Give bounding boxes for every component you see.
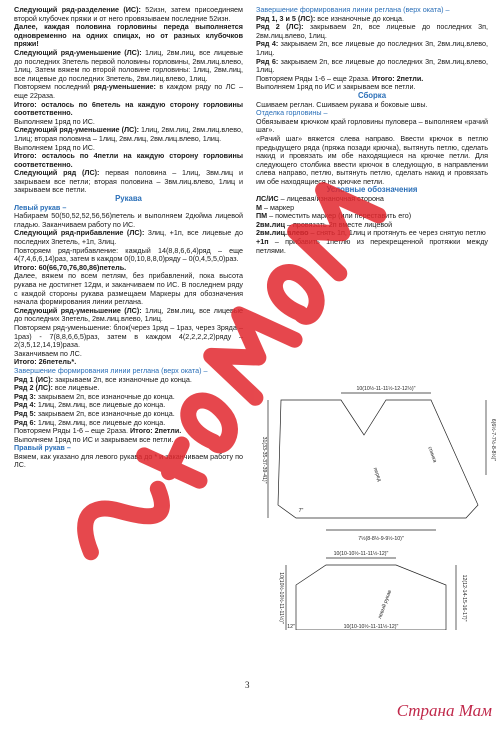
sleeve-outline	[296, 565, 446, 630]
dim-sleeve-left: 10(10½-10½-11-11½)"	[278, 572, 284, 624]
text-run: Повторяем Ряды 1-6 – еще 2раза.	[14, 426, 130, 436]
text-run: Завершение формирования линии реглана (верх оката) –	[256, 5, 450, 14]
right-column-paragraph	[256, 118, 488, 135]
text-run: – лицевая/изнаночная сторона	[280, 194, 384, 204]
left-column-paragraph	[14, 247, 243, 264]
dim-sleeve-bottom: 10(10-10½-11-11½-12)"	[343, 624, 399, 630]
text-run: +1п	[256, 237, 275, 247]
left-column-paragraph	[14, 324, 243, 350]
text-run: – маркер	[263, 202, 295, 212]
text-run: Выполняем 1ряд по ИС.	[14, 116, 95, 126]
text-run: закрываем 2п, все лицевые до последних 3п, 2вм.лиц.влево, 1лиц.	[256, 22, 489, 40]
text-run: Ряд 4:	[256, 39, 281, 49]
text-run: Повторяем ряд-уменьшение: блок(через 1ряд – 1раз, через 3ряда – 1раз) - 7(8,8,6,6,5)раз, затем в каждом 4(2,2,2,2,2)ряду – 2(3,5,12,14,19)раза.	[14, 322, 243, 350]
dim-right-upper: 6(6½-7-7½-8-8½)"	[490, 418, 496, 462]
text-run: 3лиц, +1п, все лицевые до последних 3петель, +1п, 3лиц.	[14, 228, 243, 247]
text-run: Повторяем ряд-прибавление: каждый 14(8,8,6,6,4)ряд – еще 4(7,4,6,6,14)раз, затем в каждом 0(0,10,8,8,0)ряду – 0(0,4,5,5,0)раз.	[14, 245, 243, 264]
text-run: закрываем 2п, все лицевые до последних 3п, 2вм.лиц.влево, 1лиц.	[256, 56, 488, 75]
left-column-paragraph	[14, 49, 243, 83]
dim-bottom-front: 7½(8-8½-9-9½-10)"	[358, 536, 404, 542]
left-column-paragraph	[14, 169, 243, 195]
back-label: спинка	[426, 445, 438, 464]
text-run: Повторяем последний	[14, 82, 94, 92]
dim-left: 31(33-35-37-39-41)"	[261, 436, 267, 484]
text-run: ряд-уменьшение:	[93, 82, 160, 92]
dim-sleeve-right: 12(12-14-15-16-17)"	[461, 574, 467, 622]
text-run: – прибавить 1петлю из перекрещенной протяжки между петлями.	[256, 237, 488, 255]
text-run: Ряд 3:	[14, 391, 38, 401]
right-column-paragraph	[256, 23, 488, 40]
text-run: Итого: осталось по 4петли на каждую сторону горловины соответственно.	[14, 151, 243, 169]
text-run: Набираем 50(50,52,52,56,56)петель и выполняем 2дюйма лицевой гладью. Заканчиваем работу по ИС.	[14, 211, 243, 229]
text-run: Итого: 2петли.	[129, 426, 182, 436]
text-run: Ряд 4:	[14, 400, 38, 410]
text-run: Правый рукав –	[14, 443, 71, 453]
left-column-paragraph	[14, 152, 243, 169]
text-run: Сшиваем реглан. Сшиваем рукава и боковые швы.	[256, 99, 428, 109]
right-column-paragraph	[256, 238, 488, 255]
text-run: Выполняем 1ряд по ИС.	[14, 142, 95, 152]
text-run: Повторяем Ряды 1-6 – еще 2раза.	[256, 73, 372, 83]
left-column-paragraph	[14, 6, 243, 23]
text-run: Итого: 26петель*.	[14, 357, 77, 367]
text-run: Следующий ряд-уменьшение (ЛС):	[14, 125, 142, 135]
left-column-paragraph	[14, 101, 243, 118]
dim-sleeve-cuff: 12"	[287, 624, 295, 630]
left-column-paragraph	[14, 229, 243, 246]
text-run: 1лиц, 2вм.лиц, 2вм.лиц.влево, 1лиц; вторая половина – 1лиц, 2вм.лиц, 2вм.лиц.влево, 1лиц.	[14, 125, 243, 143]
text-run: 2вм.лиц.влево	[256, 228, 311, 238]
text-run: Рукава	[115, 194, 142, 204]
dim-front-mid: 7"	[298, 508, 304, 514]
left-column-paragraph	[14, 453, 243, 470]
text-run: все изнаночные до конца.	[317, 13, 405, 23]
text-run: Ряд 2 (ЛС):	[256, 22, 310, 32]
right-column-paragraph	[256, 40, 488, 57]
text-run: Ряд 1, 3 и 5 (ЛС):	[256, 13, 318, 23]
text-run: «Рачий шаг» вяжется слева направо. Ввести крючок в петлю предыдущего ряда (пряжа позади крючка), вытянуть петлю, сделать накид и провязать им обе находящиеся на крючке петли. Для следующего столбика ввести крючок в следующую, в направлении слева направо, петлю, вытянуть петлю, сделать накид и провязать им обе находящиеся на крючке петли.	[256, 133, 488, 186]
text-run: закрываем 2п, все изнаночные до конца.	[54, 374, 192, 384]
text-run: 52изн, затем присоединяем второй клубочек пряжи и от него провязываем последние 52изн.	[14, 5, 243, 23]
text-run: в каждом ряду по ЛС – еще 22раза.	[14, 82, 244, 100]
text-run: Ряд 6:	[14, 417, 38, 427]
right-column-paragraph	[256, 58, 488, 75]
right-column	[256, 6, 488, 255]
left-column-paragraph	[14, 83, 243, 100]
text-run: Заканчиваем по ЛС.	[14, 348, 82, 358]
text-run: – снять 1п, 1лиц и протянуть ее через снятую петлю	[310, 228, 486, 238]
text-run: 1лиц, 2вм.лиц, все лицевые до последних 3петель первой половины горловины, 2вм.лиц.влево, 1лиц. Затем вяжем по второй половине горловины: 1лиц, 2вм.лиц, все лицевые до последних 3петель, 2вм.лиц.влево, 1лиц.	[14, 47, 243, 83]
text-run: Ряд 6:	[256, 56, 281, 66]
text-run: Отделка горловины –	[256, 108, 328, 118]
schematic-diagram	[256, 360, 496, 630]
text-run: закрываем 2п, все изнаночные до конца.	[37, 391, 175, 401]
text-run: Ряд 5:	[14, 408, 38, 418]
text-run: Выполняем 1ряд по ИС и закрываем все петли.	[256, 82, 416, 92]
text-run: Итого: 60(66,70,76,80,86)петель.	[14, 262, 127, 272]
right-column-paragraph	[256, 135, 488, 187]
text-run: Условные обозначения	[326, 185, 418, 195]
text-run: Следующий ряд (ЛС):	[14, 168, 106, 178]
text-run: закрываем 2п, все лицевые до последних 3п, 2вм.лиц.влево, 1лиц.	[256, 39, 488, 57]
site-logo[interactable]: Страна Мам	[396, 701, 492, 720]
text-run: Следующий ряд-прибавление (ЛС):	[14, 228, 148, 238]
text-run: Следующий ряд-разделение (ИС):	[14, 5, 146, 14]
text-run: – поместить маркер (или переставить его)	[269, 211, 412, 221]
text-run: Итого: осталось по 6петель на каждую сторону горловины соответственно.	[14, 99, 243, 118]
text-run: Следующий ряд-уменьшение (ЛС):	[14, 47, 146, 57]
text-run: Сборка	[357, 90, 387, 100]
page-number: 3	[245, 680, 250, 690]
text-run: М	[256, 202, 264, 212]
text-run: Левый рукав –	[14, 202, 67, 212]
text-run: 1лиц, 2вм.лиц, все лицевые до конца.	[37, 417, 166, 427]
text-run: Итого: 2петли.	[371, 73, 424, 83]
text-run: Далее, вяжем по всем петлям, без прибавлений, пока высота рукава не достигнет 12дм, и заканчиваем по ИС. В последнем ряду с каждой стороны рукава размещаем Маркеры для обозначения начала формирования линии реглана.	[14, 271, 243, 307]
left-column-paragraph	[14, 212, 243, 229]
text-run: 1лиц, 2вм.лиц, все лицевые до последних 3петель, 2вм.лиц.влево, 1лиц.	[14, 305, 243, 324]
text-run: – провязать 2п вместе лицевой	[287, 219, 393, 229]
front-back-outline	[278, 400, 478, 518]
text-run: Следующий ряд-уменьшение (ЛС):	[14, 305, 146, 315]
text-run: Вяжем, как указано для левого рукава до * и заканчиваем работу по ЛС.	[14, 451, 243, 470]
text-run: Обвязываем крючком край горловины пуловера – выполняем «рачий шаг».	[256, 116, 488, 135]
text-run: Далее, каждая половина горловины переда выполняется одновременно на одних спицах, но от разных клубочков пряжи!	[14, 22, 243, 49]
dim-top: 10(10½-11-11½-12-12½)"	[356, 386, 416, 392]
left-column-paragraph	[14, 126, 243, 143]
text-run: 1лиц, 2вм.лиц, все лицевые до конца.	[37, 400, 166, 410]
left-column	[14, 6, 243, 470]
text-run: закрываем 2п, все изнаночные до конца.	[37, 408, 175, 418]
left-column-paragraph	[14, 23, 243, 49]
text-run: Выполняем 1ряд по ИС и закрываем все петли.	[14, 434, 174, 444]
text-run: Завершение формирования линии реглана (верх оката) –	[14, 365, 208, 375]
text-run: Ряд 2 (ЛС):	[14, 383, 55, 393]
sleeve-label: левый рукав	[377, 589, 394, 620]
dim-sleeve-top: 10(10-10½-11-11½-12)"	[333, 551, 389, 557]
text-run: все лицевые.	[54, 383, 100, 393]
left-column-paragraph	[14, 272, 243, 306]
front-label: перед	[371, 466, 383, 483]
text-run: первая половина – 1лиц, 3вм.лиц и закрываем все петли; вторая половина – 3вм.лиц.влево, 1лиц и закрываем все петли.	[14, 168, 243, 195]
left-column-paragraph	[14, 307, 243, 324]
text-run: 2вм.лиц	[256, 219, 288, 229]
text-run: ПМ	[256, 211, 270, 221]
text-run: Ряд 1 (ИС):	[14, 374, 55, 384]
text-run: ЛС/ИС	[256, 194, 281, 204]
